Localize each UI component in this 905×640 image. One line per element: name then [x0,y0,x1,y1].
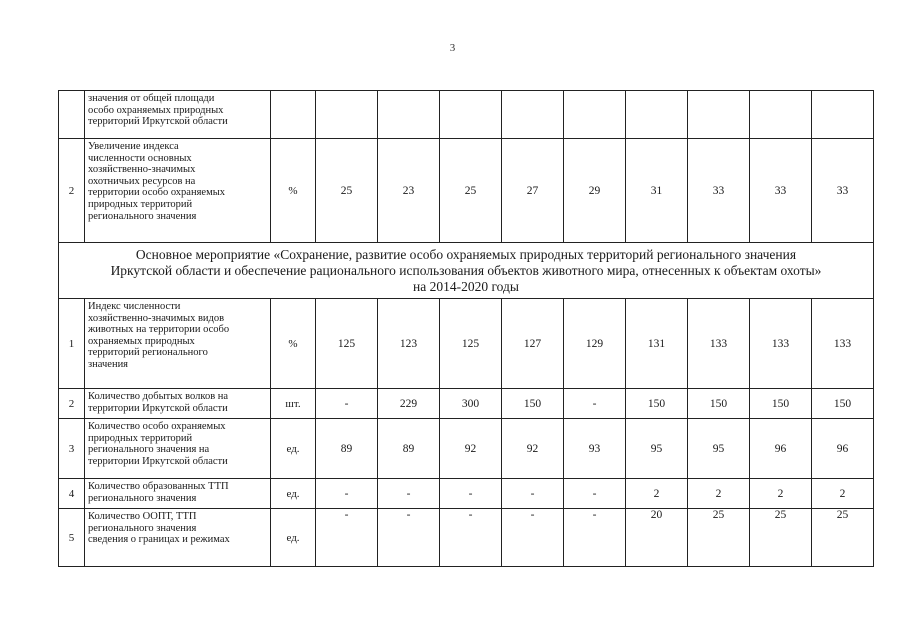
value-cell: 2 [812,479,874,509]
indicator-name-line: значения от общей площади [88,93,215,104]
value-cell: - [440,479,502,509]
value-cell: 92 [502,419,564,479]
row-number [59,91,85,139]
value-cell: 33 [812,139,874,243]
row-number: 2 [59,139,85,243]
unit-cell: ед. [271,479,316,509]
value-cell: 95 [688,419,750,479]
value-cell [812,91,874,139]
value-cell: 93 [564,419,626,479]
table-row [59,419,874,479]
value-cell: 89 [378,419,440,479]
value-cell: 150 [812,389,874,419]
table-row [59,139,874,243]
value-cell [688,91,750,139]
indicator-name-line: Количество добытых волков на [88,391,229,402]
table-row [59,389,874,419]
value-cell [626,91,688,139]
value-cell: 123 [378,299,440,389]
section-title-line: на 2014-2020 годы [413,278,519,294]
indicator-name-line: хозяйственно-значимых [88,164,196,176]
indicator-name-line: Количество ООПТ, ТТП [88,511,197,522]
value-cell: 127 [502,299,564,389]
indicator-name-line: Количество особо охраняемых [88,421,226,432]
indicator-name-line: регионального значения [88,522,197,534]
indicator-name-line: Индекс численности [88,301,181,312]
value-cell: 92 [440,419,502,479]
indicator-name-line: регионального значения [88,492,197,504]
unit-cell: % [271,139,316,243]
indicators-table [58,90,874,567]
value-cell [316,91,378,139]
value-cell: 229 [378,389,440,419]
indicator-name-line: территорий регионального [88,347,208,359]
indicator-name [85,139,271,243]
value-cell: 2 [688,479,750,509]
value-cell: 25 [812,509,874,567]
value-cell: - [316,509,378,567]
value-cell: 23 [378,139,440,243]
unit-cell: % [271,299,316,389]
row-number: 1 [59,299,85,389]
indicator-name-line: регионального значения [88,210,197,222]
indicator-name [85,91,271,139]
value-cell: 25 [688,509,750,567]
indicator-name-line: регионального значения на [88,444,210,456]
indicator-name-line: сведения о границах и режимах [88,534,230,546]
value-cell: - [564,479,626,509]
value-cell: - [316,479,378,509]
value-cell: 131 [626,299,688,389]
indicator-name-line: значения [88,358,129,370]
value-cell: 125 [316,299,378,389]
value-cell: 25 [440,139,502,243]
value-cell: 2 [626,479,688,509]
value-cell: 125 [440,299,502,389]
indicator-name-line: хозяйственно-значимых видов [88,312,225,324]
indicator-name-line: природных территорий [88,432,193,444]
unit-cell: шт. [271,389,316,419]
value-cell [502,91,564,139]
section-title-line: Иркутской области и обеспечение рационального использования объектов животного мира, отнесенных к объектам охоты» [110,262,822,278]
indicator-name-line: особо охраняемых природных [88,104,224,116]
value-cell: 150 [750,389,812,419]
table-row [59,91,874,139]
indicator-name [85,509,271,567]
value-cell: 29 [564,139,626,243]
value-cell: - [378,509,440,567]
value-cell: 150 [502,389,564,419]
value-cell: 2 [750,479,812,509]
indicator-name-line: Увеличение индекса [88,141,179,152]
value-cell: 150 [626,389,688,419]
indicator-name-line: животных на территории особо [88,324,230,336]
table-row [59,479,874,509]
value-cell: 129 [564,299,626,389]
indicator-name [85,389,271,419]
value-cell [440,91,502,139]
indicator-name-line: территорий Иркутской области [88,116,228,128]
indicator-name [85,299,271,389]
section-title-line: Основное мероприятие «Сохранение, развитие особо охраняемых природных территорий регионального значения [135,246,797,262]
indicator-name-line: Количество образованных ТТП [88,481,229,492]
value-cell: 96 [750,419,812,479]
value-cell: 20 [626,509,688,567]
value-cell: - [316,389,378,419]
indicator-name [85,479,271,509]
value-cell: 95 [626,419,688,479]
indicator-name-line: численности основных [88,152,192,164]
value-cell: 133 [812,299,874,389]
value-cell: 96 [812,419,874,479]
value-cell: 27 [502,139,564,243]
unit-cell: ед. [271,419,316,479]
indicator-name-line: территории Иркутской области [88,402,228,414]
value-cell: 300 [440,389,502,419]
table-row [59,509,874,567]
value-cell: - [564,389,626,419]
value-cell: 25 [750,509,812,567]
value-cell: - [378,479,440,509]
value-cell [378,91,440,139]
value-cell: 150 [688,389,750,419]
value-cell: 133 [688,299,750,389]
indicator-name-line: природных территорий [88,198,193,210]
indicator-name-line: охотничьих ресурсов на [88,175,196,187]
value-cell: - [502,479,564,509]
value-cell: 25 [316,139,378,243]
row-number: 4 [59,479,85,509]
unit-cell: ед. [271,509,316,567]
row-number: 2 [59,389,85,419]
table-row [59,299,874,389]
row-number: 5 [59,509,85,567]
unit-cell [271,91,316,139]
value-cell: 133 [750,299,812,389]
value-cell: 31 [626,139,688,243]
indicator-name [85,419,271,479]
value-cell [564,91,626,139]
value-cell: 89 [316,419,378,479]
value-cell: 33 [688,139,750,243]
value-cell [750,91,812,139]
value-cell: - [564,509,626,567]
row-number: 3 [59,419,85,479]
value-cell: - [440,509,502,567]
section-title [59,243,874,299]
indicator-name-line: территории особо охраняемых [88,187,226,199]
section-row [59,243,874,299]
indicator-name-line: территории Иркутской области [88,455,228,467]
page-number: 3 [449,42,456,54]
indicator-name-line: охраняемых природных [88,335,195,347]
value-cell: 33 [750,139,812,243]
value-cell: - [502,509,564,567]
